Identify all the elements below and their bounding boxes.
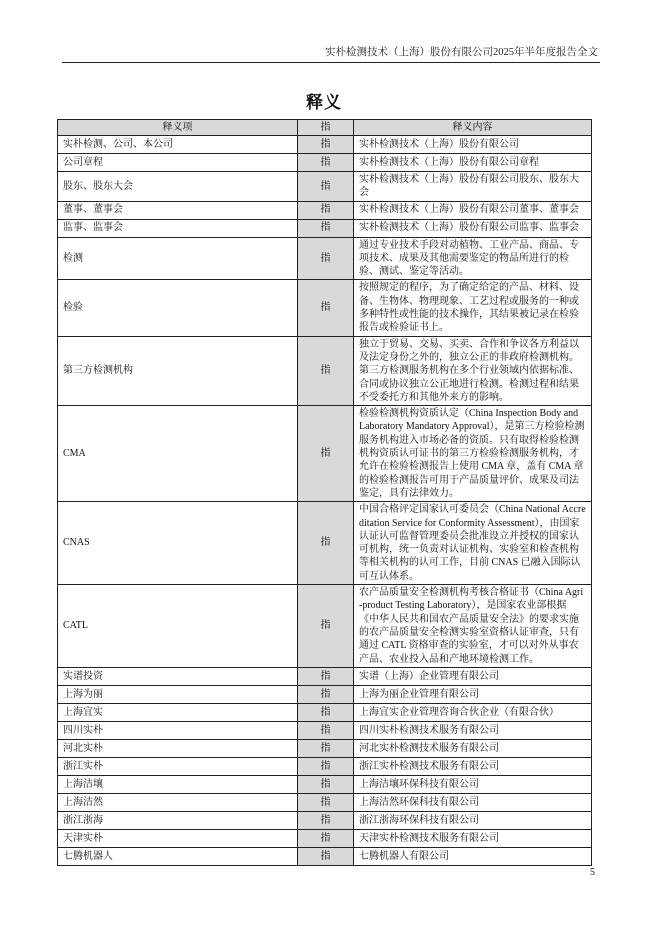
marker-cell: 指 (298, 280, 354, 336)
definition-cell: 实朴检测技术（上海）股份有限公司股东、股东大会 (354, 172, 592, 202)
table-header (58, 120, 592, 136)
header-rule (62, 62, 600, 63)
table-row (58, 406, 592, 502)
marker-cell: 指 (298, 829, 354, 847)
marker-cell: 指 (298, 703, 354, 721)
definition-cell: 按照规定的程序，为了确定给定的产品、材料、设备、生物体、物理现象、工艺过程或服务的一种或多种特性或性能的技术操作，其结果被记录在检验报告或检验证书上。 (354, 280, 592, 336)
term-cell: CNAS (58, 502, 298, 585)
definition-cell: 上海洁壤环保科技有限公司 (354, 775, 592, 793)
marker-cell: 指 (298, 685, 354, 703)
term-cell: 董事、董事会 (58, 201, 298, 219)
table-row (58, 336, 592, 405)
running-header: 实朴检测技术（上海）股份有限公司2025年半年度报告全文 (325, 47, 598, 58)
table-header-row (58, 120, 592, 136)
marker-cell: 指 (298, 172, 354, 202)
term-cell: 实谱投资 (58, 667, 298, 685)
definition-cell: 四川实朴检测技术服务有限公司 (354, 721, 592, 739)
definition-cell: 通过专业技术手段对动植物、工业产品、商品、专项技术、成果及其他需要鉴定的物品所进行的检验、测试、鉴定等活动。 (354, 237, 592, 280)
section-title: 释义 (306, 93, 342, 112)
page-number: 5 (590, 867, 595, 878)
term-cell: 上海洁壤 (58, 775, 298, 793)
marker-cell: 指 (298, 136, 354, 154)
marker-cell: 指 (298, 237, 354, 280)
table-row (58, 154, 592, 172)
table-row (58, 280, 592, 336)
definition-cell: 实朴检测技术（上海）股份有限公司 (354, 136, 592, 154)
table-row (58, 502, 592, 585)
marker-cell: 指 (298, 847, 354, 865)
marker-cell: 指 (298, 502, 354, 585)
column-header-definition: 释义内容 (354, 120, 592, 136)
marker-cell: 指 (298, 154, 354, 172)
term-cell: 天津实朴 (58, 829, 298, 847)
marker-cell: 指 (298, 219, 354, 237)
column-header-marker: 指 (298, 120, 354, 136)
table-row (58, 775, 592, 793)
definition-cell: 实谱（上海）企业管理有限公司 (354, 667, 592, 685)
term-cell: 上海为丽 (58, 685, 298, 703)
table-row (58, 721, 592, 739)
marker-cell: 指 (298, 793, 354, 811)
definition-cell: 检验检测机构资质认定（China Inspection Body and Laboratory Mandatory Approval），是第三方检验检测服务机构进入市场必备的资质。只有取得检验检测机构资质认可证书的第三方检验检测服务机构，才允许在检验检测报告上使用 CMA 章，盖有 CMA 章的检验检测报告可用于产品质量评价、成果及司法鉴定，具有法律效力。 (354, 406, 592, 502)
term-cell: 检测 (58, 237, 298, 280)
marker-cell: 指 (298, 585, 354, 668)
term-cell: 浙江浙海 (58, 811, 298, 829)
definition-cell: 实朴检测技术（上海）股份有限公司章程 (354, 154, 592, 172)
definition-cell: 实朴检测技术（上海）股份有限公司董事、董事会 (354, 201, 592, 219)
term-cell: 公司章程 (58, 154, 298, 172)
table-row (58, 757, 592, 775)
table-row (58, 685, 592, 703)
marker-cell: 指 (298, 201, 354, 219)
marker-cell: 指 (298, 336, 354, 405)
marker-cell: 指 (298, 775, 354, 793)
marker-cell: 指 (298, 721, 354, 739)
definition-cell: 河北实朴检测技术服务有限公司 (354, 739, 592, 757)
term-cell: 河北实朴 (58, 739, 298, 757)
term-cell: 监事、监事会 (58, 219, 298, 237)
definition-cell: 实朴检测技术（上海）股份有限公司监事、监事会 (354, 219, 592, 237)
term-cell: 股东、股东大会 (58, 172, 298, 202)
definition-cell: 独立于贸易、交易、买卖、合作和争议各方利益以及法定身份之外的，独立公正的非政府检测机构。第三方检测服务机构在多个行业领域内依据标准、合同或协议独立公正地进行检测。检测过程和结果不受委托方和其他外来方的影响。 (354, 336, 592, 405)
marker-cell: 指 (298, 739, 354, 757)
marker-cell: 指 (298, 811, 354, 829)
term-cell: CMA (58, 406, 298, 502)
table-row (58, 237, 592, 280)
term-cell: 浙江实朴 (58, 757, 298, 775)
table-row (58, 847, 592, 865)
definition-cell: 天津实朴检测技术服务有限公司 (354, 829, 592, 847)
marker-cell: 指 (298, 667, 354, 685)
table-row (58, 739, 592, 757)
table-row (58, 793, 592, 811)
definition-cell: 上海洁然环保科技有限公司 (354, 793, 592, 811)
column-header-term: 释义项 (58, 120, 298, 136)
definitions-table (57, 119, 592, 866)
definition-cell: 中国合格评定国家认可委员会（China National Accreditation Service for Conformity Assessment），由国家认证认可监督管理委员会批准设立并授权的国家认可机构，统一负责对认证机构、实验室和检查机构等相关机构的认可工作，目前 CNAS 已融入国际认可互认体系。 (354, 502, 592, 585)
table-row (58, 811, 592, 829)
term-cell: 实朴检测、公司、本公司 (58, 136, 298, 154)
table-row (58, 585, 592, 668)
definition-cell: 浙江实朴检测技术服务有限公司 (354, 757, 592, 775)
definition-cell: 上海为丽企业管理有限公司 (354, 685, 592, 703)
marker-cell: 指 (298, 757, 354, 775)
marker-cell: 指 (298, 406, 354, 502)
table-row (58, 201, 592, 219)
table-row (58, 667, 592, 685)
definition-cell: 七腾机器人有限公司 (354, 847, 592, 865)
table-row (58, 136, 592, 154)
term-cell: 第三方检测机构 (58, 336, 298, 405)
table-row (58, 829, 592, 847)
term-cell: CATL (58, 585, 298, 668)
table-body (58, 136, 592, 866)
definition-cell: 浙江浙海环保科技有限公司 (354, 811, 592, 829)
term-cell: 七腾机器人 (58, 847, 298, 865)
term-cell: 上海宜实 (58, 703, 298, 721)
definition-cell: 农产品质量安全检测机构考核合格证书（China Agri-product Testing Laboratory），是国家农业部根据《中华人民共和国农产品质量安全法》的要求实施的农产品质量安全检测实验室资格认证审查，只有通过 CATL 资格审查的实验室，才可以对外从事农产品、农业投入品和产地环境检测工作。 (354, 585, 592, 668)
term-cell: 上海洁然 (58, 793, 298, 811)
table-row (58, 703, 592, 721)
term-cell: 四川实朴 (58, 721, 298, 739)
table-row (58, 219, 592, 237)
definition-cell: 上海宜实企业管理咨询合伙企业（有限合伙） (354, 703, 592, 721)
table-row (58, 172, 592, 202)
term-cell: 检验 (58, 280, 298, 336)
